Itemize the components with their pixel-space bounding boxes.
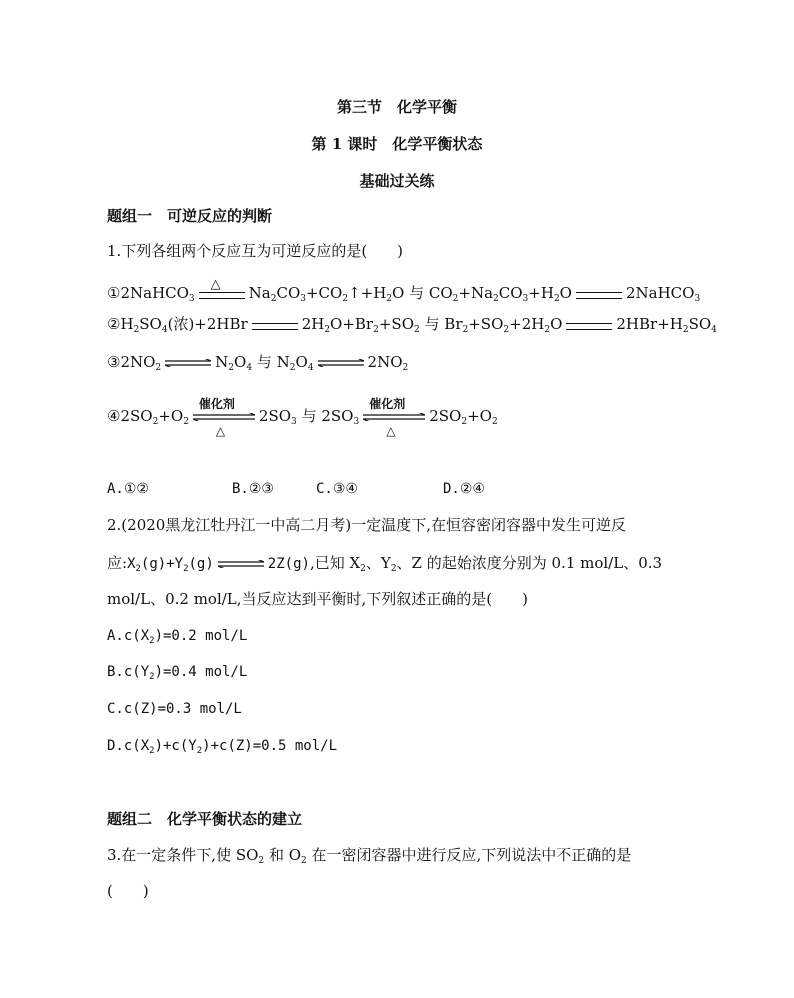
q2-option-b-suffix: )=0.4 mol/L (154, 664, 248, 680)
q2-option-d: $D.c(X_2)+c(Y_2)+c(Z)=0.5$ mol/L (107, 738, 338, 756)
catalyst-reversible-arrow (363, 397, 425, 438)
section-title: 第三节 化学平衡 (336, 98, 457, 116)
heat-equals-sign (199, 292, 245, 299)
q1-reaction-3: $③2NO_2$ $N_2O_4$ 与 $N_2O_4$ $2NO_2$ (107, 353, 409, 373)
equals-sign (566, 323, 612, 330)
catalyst-label: 催化剂 (198, 397, 235, 411)
catalyst-reversible-arrow (193, 397, 255, 438)
q2-stem-line2-c: 、Y (365, 554, 391, 572)
q3-stem: 3.在一定条件下,使 $SO_2$ 和 $O_2$ 在一密闭容器中进行反应,下列说法中不正确的是 (107, 846, 632, 866)
q2-stem-line3: mol/L、0.2 mol/L,当反应达到平衡时,下列叙述正确的是( ) (107, 590, 528, 608)
q1-option-a: A.①② (107, 481, 149, 497)
q1-option-b: B.②③ (232, 481, 274, 497)
connector-4: 与 (301, 407, 317, 425)
reaction-label-2: ② (107, 315, 121, 333)
q3-stem-line2: ( ) (107, 882, 149, 900)
q2-option-d-p1: D.c(X (107, 738, 150, 754)
lesson-title: 第 1 课时 化学平衡状态 (311, 135, 483, 153)
reversible-arrow-icon (218, 560, 264, 568)
connector-2: 与 (424, 315, 440, 333)
q1-reaction-4: $④2SO_2+O_2$ 催化剂 △ $2SO_3$ 与 $2SO_3$ 催化剂 △ $2SO_2+O_2$ (107, 406, 498, 426)
practice-title: 基础过关练 (359, 172, 435, 190)
q3-stem-p2: 和 O (268, 846, 302, 864)
q2-option-c: C.c(Z)=0.3 mol/L (107, 701, 242, 717)
heat-label: △ (215, 424, 226, 438)
catalyst-label: 催化剂 (369, 397, 406, 411)
q2-option-a-suffix: )=0.2 mol/L (154, 628, 248, 644)
q2-option-b: $B.c(Y_2)=0.4$ mol/L (107, 664, 248, 682)
q1-reaction-1: ①2NaHCO$_3$△ $Na_2CO_3+CO_2↑+H_2O$ 与 $CO_2+Na_2CO_3+H_2O$ 2NaHCO$_3$ (107, 283, 700, 303)
equals-sign (252, 323, 298, 330)
reaction-label-3: ③ (107, 353, 121, 371)
q3-stem-p3: 在一密闭容器中进行反应,下列说法中不正确的是 (311, 846, 632, 864)
q1-option-d: D.②④ (443, 481, 485, 497)
q2-stem-line2-d: 、Z 的起始浓度分别为 0.1 mol/L、0.3 (396, 554, 663, 572)
q2-stem-line2-b: ,已知 X (309, 554, 361, 572)
q2-option-a: $A.c(X_2)=0.2$ mol/L (107, 628, 248, 646)
reaction-label-4: ④ (107, 407, 121, 425)
q2-option-a-prefix: A.c(X (107, 628, 150, 644)
equals-sign (576, 292, 622, 299)
q1-option-c: C.③④ (316, 481, 358, 497)
connector-1: 与 (409, 284, 425, 302)
q2-stem-line2: 应$:X_2(g)+Y_2(g)$ 2Z(g),已知 $X_2$、$Y_2$、Z 的起始浓度分别为 0.1 mol/L、0.3 (107, 554, 663, 574)
heat-label: △ (386, 424, 396, 438)
reversible-arrow-icon (165, 359, 211, 367)
q2-stem-line1: 2.(2020黑龙江牡丹江一中高二月考)一定温度下,在恒容密闭容器中发生可逆反 (107, 516, 626, 534)
q1-stem: 1.下列各组两个反应互为可逆反应的是( ) (107, 242, 404, 260)
group2-heading: 题组二 化学平衡状态的建立 (107, 810, 303, 828)
q3-stem-p1: 3.在一定条件下,使 SO (107, 846, 259, 864)
q2-option-d-p3: )+c(Z)=0.5 mol/L (202, 738, 338, 754)
connector-3: 与 (256, 353, 272, 371)
q2-stem-line2-a: 应: (107, 554, 128, 572)
group1-heading: 题组一 可逆反应的判断 (107, 207, 273, 225)
q2-option-b-prefix: B.c(Y (107, 664, 150, 680)
q1-reaction-2: $②H_2SO_4$(浓)+2HBr $2H_2O+Br_2+SO_2$ 与 $Br_2+SO_2+2H_2O$ $2HBr+H_2SO_4$ (107, 315, 717, 335)
reaction-label-1: ① (107, 284, 121, 302)
q2-option-d-p2: )+c(Y (154, 738, 197, 754)
reversible-arrow-icon (318, 359, 364, 367)
